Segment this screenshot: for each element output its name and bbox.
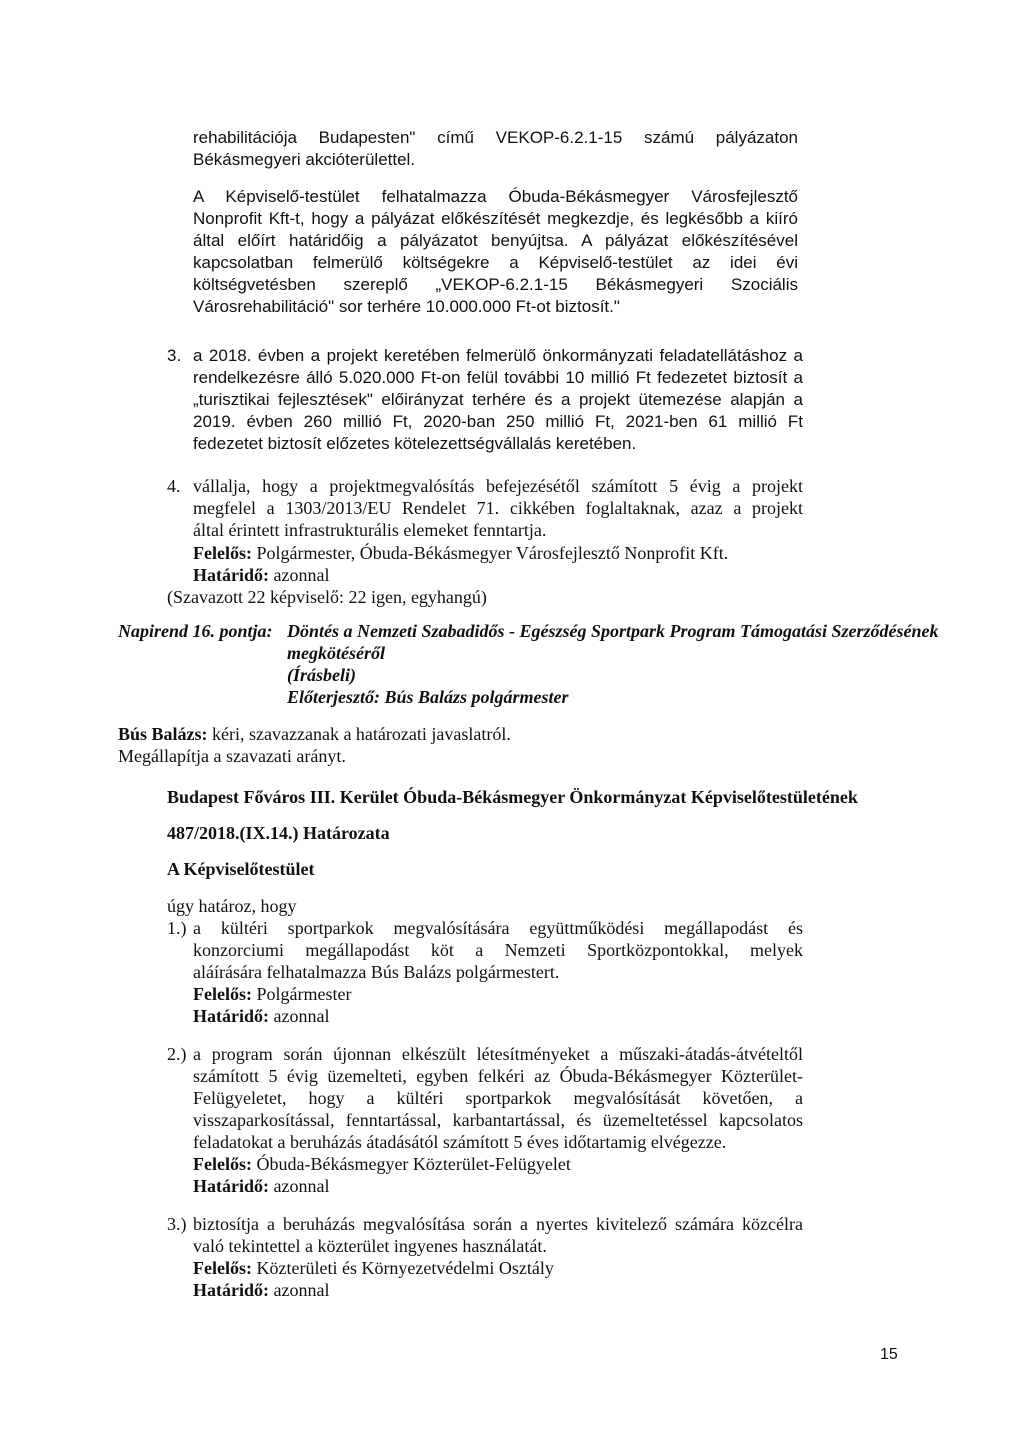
item3-number: 3. xyxy=(167,346,182,365)
deadline-value: azonnal xyxy=(273,565,330,585)
block2-line: kapcsolatban felmerülő költségekre a Képviselő-testület az idei évi xyxy=(193,253,798,272)
agenda-written: (Írásbeli) xyxy=(287,665,356,685)
block1-line: rehabilitációja Budapesten" című VEKOP-6.2.1-15 számú pályázaton xyxy=(193,128,798,147)
page-number: 15 xyxy=(880,1346,898,1363)
point-line: aláírására felhatalmazza Bús Balázs polgármestert. xyxy=(193,962,560,982)
item4-number: 4. xyxy=(167,476,181,496)
point-line: a kültéri sportparkok megvalósítására együttműködési megállapodást és xyxy=(193,918,803,938)
point-paragraph xyxy=(193,1213,803,1257)
point-line: konzorciumi megállapodást köt a Nemzeti Sportközpontokkal, melyek xyxy=(193,940,803,960)
agenda-title: Döntés a Nemzeti Szabadidős - Egészség Sportpark Program Támogatási Szerződésének xyxy=(287,621,939,641)
item4-line: által érintett infrastrukturális elemeket fenntartja. xyxy=(193,520,547,540)
deadline-value: azonnal xyxy=(273,1176,330,1196)
block1-line: Békásmegyeri akcióterülettel. xyxy=(193,150,416,169)
point-number: 2.) xyxy=(167,1044,187,1064)
item3-line: „turisztikai fejlesztések" előirányzat terhére és a projekt ütemezése alapján a xyxy=(193,390,803,409)
responsible-value: Polgármester, Óbuda-Békásmegyer Városfejlesztő Nonprofit Kft. xyxy=(256,543,729,563)
deadline-value: azonnal xyxy=(273,1006,330,1026)
resolution-intro: úgy határoz, hogy xyxy=(167,896,297,916)
point-line: Felügyeletet, hogy a kültéri sportparkok megvalósítását követően, a xyxy=(193,1088,803,1108)
responsible-value: Óbuda-Békásmegyer Közterület-Felügyelet xyxy=(256,1154,571,1174)
agenda-title-cont: megkötéséről xyxy=(287,643,385,663)
responsible-label: Felelős: xyxy=(193,1258,252,1278)
speech-line-2: Megállapítja a szavazati arányt. xyxy=(118,746,346,766)
resolution-number: 487/2018.(IX.14.) Határozata xyxy=(167,823,390,843)
point-responsible xyxy=(193,1257,554,1279)
item4-responsible xyxy=(193,542,728,564)
point-line: számított 5 évig üzemelteti, egyben felkéri az Óbuda-Békásmegyer Közterület- xyxy=(193,1066,803,1086)
item3-paragraph xyxy=(193,345,803,455)
deadline-label: Határidő: xyxy=(193,1280,269,1300)
point-deadline xyxy=(193,1175,329,1197)
point-line: feladatokat a beruházás átadásától számított 5 éves időtartamig elvégezze. xyxy=(193,1132,727,1152)
block2-line: által előírt határidőig a pályázatot benyújtsa. A pályázat előkészítésével xyxy=(193,231,798,250)
item4-paragraph xyxy=(193,475,803,541)
block2-line: Nonprofit Kft-t, hogy a pályázat előkészítését megkezdje, és legkésőbb a kiíró xyxy=(193,209,798,228)
agenda-label: Napirend 16. pontja: xyxy=(118,621,273,641)
block2-line: A Képviselő-testület felhatalmazza Óbuda-Békásmegyer Városfejlesztő xyxy=(193,187,798,206)
point-deadline xyxy=(193,1005,329,1027)
point-line: való tekintettel a közterület ingyenes használatát. xyxy=(193,1236,547,1256)
item3-line: rendelkezésre álló 5.020.000 Ft-on felül további 10 millió Ft fedezetet biztosít a xyxy=(193,368,803,387)
item3-line: 2019. évben 260 millió Ft, 2020-ban 250 millió Ft, 2021-ben 61 millió Ft xyxy=(193,412,803,431)
point-deadline xyxy=(193,1279,329,1301)
speech-line xyxy=(118,723,511,745)
item3-line: fedezetet biztosít előzetes kötelezettségvállalás keretében. xyxy=(193,434,637,453)
point-line: biztosítja a beruházás megvalósítása során a nyertes kivitelező számára közcélra xyxy=(193,1214,803,1234)
point-number: 3.) xyxy=(167,1214,187,1234)
point-number: 1.) xyxy=(167,918,187,938)
block2-paragraph xyxy=(193,186,798,318)
item3-line: a 2018. évben a projekt keretében felmerülő önkormányzati feladatellátáshoz a xyxy=(193,346,803,365)
point-line: a program során újonnan elkészült létesítményeket a műszaki-átadás-átvételtől xyxy=(193,1044,803,1064)
point-paragraph xyxy=(193,917,803,983)
deadline-value: azonnal xyxy=(273,1280,330,1300)
resolution-assembly: A Képviselőtestület xyxy=(167,859,315,879)
vote-result: (Szavazott 22 képviselő: 22 igen, egyhangú) xyxy=(167,587,487,607)
point-paragraph xyxy=(193,1043,803,1153)
agenda-presenter: Előterjesztő: Bús Balázs polgármester xyxy=(287,687,569,707)
deadline-label: Határidő: xyxy=(193,565,269,585)
block2-line: Városrehabilitáció" sor terhére 10.000.000 Ft-ot biztosít." xyxy=(193,297,620,316)
point-line: visszaparkosítással, fenntartással, karbantartással, és üzemeltetéssel kapcsolatos xyxy=(193,1110,803,1130)
item4-deadline xyxy=(193,564,329,586)
responsible-value: Polgármester xyxy=(256,984,352,1004)
item4-line: vállalja, hogy a projektmegvalósítás befejezésétől számított 5 évig a projekt xyxy=(193,476,803,496)
block2-line: költségvetésben szereplő „VEKOP-6.2.1-15 Békásmegyeri Szociális xyxy=(193,275,798,294)
point-responsible xyxy=(193,983,351,1005)
responsible-label: Felelős: xyxy=(193,543,252,563)
block1-paragraph xyxy=(193,127,798,171)
item4-line: megfelel a 1303/2013/EU Rendelet 71. cikkében foglaltaknak, azaz a projekt xyxy=(193,498,803,518)
responsible-label: Felelős: xyxy=(193,984,252,1004)
speech-text: kéri, szavazzanak a határozati javaslatról. xyxy=(212,724,511,744)
resolution-body: Budapest Főváros III. Kerület Óbuda-Békásmegyer Önkormányzat Képviselőtestületének xyxy=(167,787,858,807)
responsible-label: Felelős: xyxy=(193,1154,252,1174)
responsible-value: Közterületi és Környezetvédelmi Osztály xyxy=(256,1258,554,1278)
point-responsible xyxy=(193,1153,571,1175)
deadline-label: Határidő: xyxy=(193,1176,269,1196)
deadline-label: Határidő: xyxy=(193,1006,269,1026)
speaker-name: Bús Balázs: xyxy=(118,724,208,744)
